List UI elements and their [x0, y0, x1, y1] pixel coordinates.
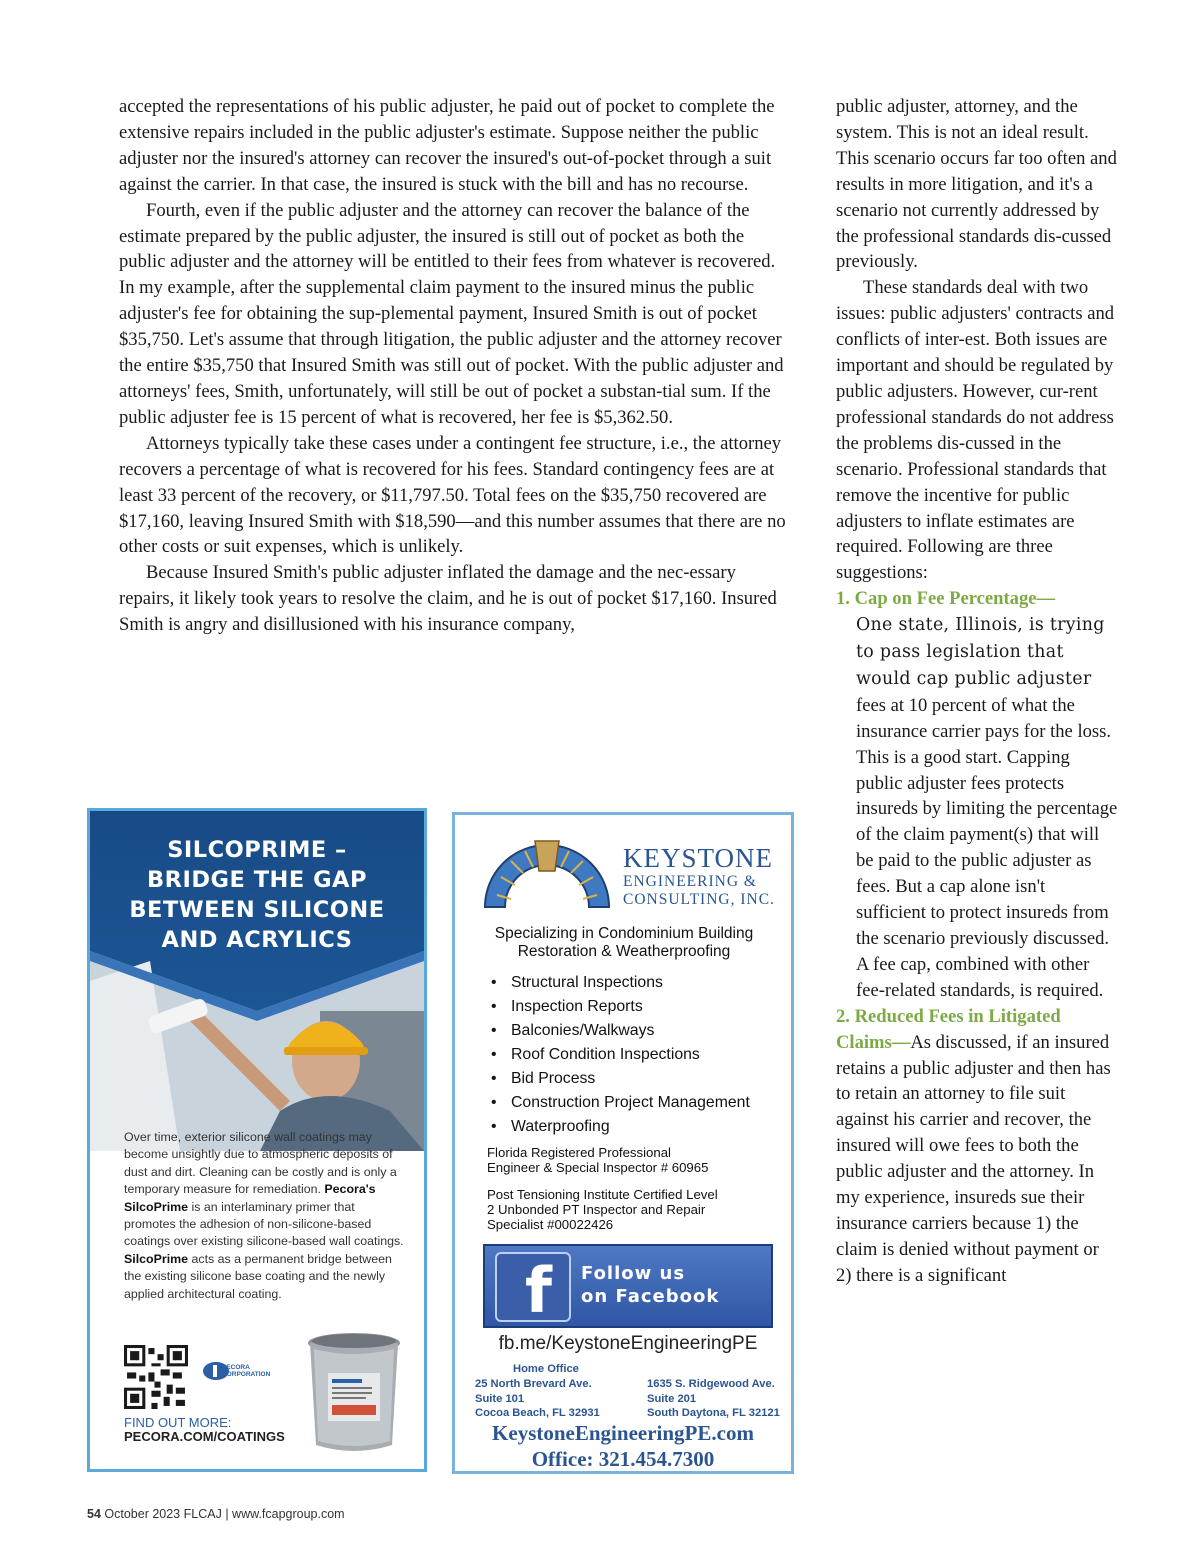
specialization-heading	[463, 925, 785, 961]
services-list	[489, 971, 750, 1139]
facebook-follow-line: Follow us	[581, 1263, 686, 1284]
ad-headline-line: BETWEEN SILICONE	[129, 897, 385, 923]
address-line: Cocoa Beach, FL 32931	[475, 1407, 600, 1419]
product-name: SilcoPrime	[124, 1251, 189, 1266]
article-main-column	[119, 94, 787, 638]
side-paragraph: These standards deal with two issues: public adjusters' contracts and conflicts of inter-est. Both issues are important and should be regulated by public adjusters. However, cur-rent professional standards do not address the problems dis-cussed in the scenario. Professional standards that remove the incentive for public adjusters to inflate estimates are required. Following are three suggestions:	[836, 277, 1115, 584]
facebook-follow-text	[581, 1262, 719, 1308]
address-line: 1635 S. Ridgewood Ave.	[647, 1378, 775, 1390]
suggestion-heading: 2. Reduced Fees in Litigated Claims—	[836, 1005, 1061, 1053]
issue-date: October 2023	[104, 1507, 181, 1521]
address-cocoa-beach	[475, 1377, 600, 1421]
publication-name: FLCAJ	[183, 1507, 222, 1521]
facebook-icon	[495, 1252, 571, 1327]
suggestion-body: As discussed, if an insured retains a public adjuster and then has to retain an attorney to file suit against his carrier and recover, the insured will owe fees to both the public adjuster and the attorney. In my experience, insureds sue their insurance carriers because 1) the claim is denied without payment or 2) there is a significant	[836, 1031, 1111, 1286]
article-paragraph: Fourth, even if the public adjuster and the attorney can recover the balance of the estimate prepared by the public adjuster, the insured is still out of pocket as both the public adjuster and the attorney will be entitled to their fees from whatever is recovered. In my example, after the supplemental claim payment to the insured minus the public adjuster's fee for obtaining the sup-plemental payment, Insured Smith is out of pocket $35,750. Let's assume that through litigation, the public adjuster and the attorney recover the entire $35,750 that Insured Smith was still out of pocket. With the public adjuster and attorneys' fees, Smith, unfortunately, will still be out of pocket a substan-tial sum. If the public adjuster fee is 15 percent of what is recovered, her fee is $5,362.50.	[119, 199, 784, 428]
company-subtitle-line: CONSULTING, INC.	[623, 891, 775, 908]
footer-website-link[interactable]: www.fcapgroup.com	[232, 1507, 345, 1521]
keystone-ad[interactable]	[452, 812, 794, 1474]
office-phone[interactable]: Office: 321.454.7300	[531, 1447, 715, 1471]
address-line: 25 North Brevard Ave.	[475, 1378, 592, 1390]
pecora-url-link[interactable]: PECORA.COM/COATINGS	[124, 1429, 285, 1444]
side-paragraph: public adjuster, attorney, and the system. This is not an ideal result. This scenario occurs far too often and results in more litigation, and it's a scenario not currently addressed by the professional standards dis-cussed previously.	[836, 96, 1117, 273]
article-side-column	[836, 94, 1118, 1289]
suggestion-item-2	[836, 1004, 1118, 1289]
suggestion-body-lead: One state, Illinois, is trying to pass legislation that would cap public adjuster	[856, 615, 1105, 689]
service-item: • Waterproofing	[489, 1115, 750, 1139]
suggestion-body-rest: fees at 10 percent of what the insurance carrier pays for the loss. This is a good start. Capping public adjuster fees protects insureds by limiting the percentage of the claim payment(s) that will be paid to the public adjuster as fees. But a cap alone isn't sufficient to protect insureds from the scenario previously discussed. A fee cap, combined with other fee-related standards, is required.	[856, 694, 1118, 1001]
service-item: • Inspection Reports	[489, 995, 750, 1019]
company-subtitle	[623, 873, 775, 909]
engineer-certification	[487, 1145, 708, 1175]
silcoprime-ad[interactable]	[87, 808, 427, 1472]
service-item: • Construction Project Management	[489, 1091, 750, 1115]
footer-separator: |	[225, 1507, 229, 1521]
certification-line: 2 Unbonded PT Inspector and Repair	[487, 1202, 706, 1217]
suggestion-item-1	[836, 586, 1118, 1004]
pt-certification	[487, 1187, 718, 1232]
certification-line: Florida Registered Professional	[487, 1145, 671, 1160]
suggestion-heading-row	[836, 1004, 1118, 1289]
page-number: 54	[87, 1507, 101, 1521]
article-paragraph: Attorneys typically take these cases under a contingent fee structure, i.e., the attorney recovers a percentage of what is recovered for his fees. Standard contingency fees are at least 33 percent of the recovery, or $11,797.50. Total fees on the $35,750 recovered are $17,160, leaving Insured Smith with $18,590—and this number assumes that there are no other costs or suit expenses, which is unlikely.	[119, 432, 786, 558]
ad-headline-line: AND ACRYLICS	[161, 927, 353, 953]
address-south-daytona	[647, 1377, 780, 1421]
paint-bucket-image	[304, 1329, 404, 1457]
keystone-website-link[interactable]: KeystoneEngineeringPE.com	[492, 1421, 754, 1445]
logo-line: CORPORATION	[222, 1371, 271, 1378]
ad-description-text: is an interlaminary primer that promotes the adhesion of non-silicone-based coatings over existing silicone-based wall coatings.	[124, 1199, 404, 1249]
company-name: KEYSTONE	[623, 843, 774, 873]
home-office-label: Home Office	[513, 1363, 579, 1375]
specialization-line: Specializing in Condominium Building	[494, 925, 754, 942]
company-subtitle-line: ENGINEERING &	[623, 873, 757, 890]
ad-description-text: Over time, exterior silicone wall coatings may become unsightly due to atmospheric deposits of dust and dirt. Cleaning can be costly and is only a temporary measure for remediation.	[124, 1130, 397, 1197]
article-paragraph: accepted the representations of his public adjuster, he paid out of pocket to complete the extensive repairs included in the public adjuster's estimate. Suppose neither the public adjuster nor the insured's attorney can recover the insured's out-of-pocket through a suit against the carrier. In that case, the insured is stuck with the bill and has no recourse.	[119, 96, 775, 195]
certification-line: Engineer & Special Inspector # 60965	[487, 1160, 709, 1175]
certification-line: Post Tensioning Institute Certified Level	[487, 1187, 718, 1202]
keystone-arch-logo-icon	[477, 821, 617, 911]
ad-description	[124, 1129, 404, 1303]
pecora-logo-text	[222, 1364, 270, 1378]
address-line: Suite 101	[475, 1392, 525, 1405]
suggestion-heading: 1. Cap on Fee Percentage—	[836, 588, 1056, 610]
page-footer	[87, 1507, 345, 1521]
certification-line: Specialist #00022426	[487, 1217, 614, 1232]
facebook-follow-button[interactable]	[483, 1244, 773, 1328]
product-name: Pecora's SilcoPrime	[124, 1182, 376, 1214]
article-paragraph: Because Insured Smith's public adjuster inflated the damage and the nec-essary repairs, it likely took years to resolve the claim, and he is out of pocket $17,160. Insured Smith is angry and disillusioned with his insurance company,	[119, 562, 777, 636]
facebook-url-link[interactable]: fb.me/KeystoneEngineeringPE	[498, 1333, 758, 1354]
ad-headline-line: BRIDGE THE GAP	[147, 867, 367, 893]
service-item: • Bid Process	[489, 1067, 750, 1091]
address-line: South Daytona, FL 32121	[647, 1407, 780, 1419]
facebook-letter: f	[525, 1254, 552, 1327]
address-line: Suite 201	[647, 1392, 697, 1405]
service-item: • Structural Inspections	[489, 971, 750, 995]
service-item: • Roof Condition Inspections	[489, 1043, 750, 1067]
facebook-follow-line: on Facebook	[581, 1286, 720, 1307]
ad-headline-line: SILCOPRIME –	[167, 837, 347, 863]
service-item: • Balconies/Walkways	[489, 1019, 750, 1043]
suggestion-body	[836, 612, 1118, 1004]
qr-code-icon[interactable]	[124, 1345, 188, 1409]
ad-description-text: acts as a permanent bridge between the existing silicone base coating and the newly applied architectural coating.	[124, 1251, 392, 1301]
specialization-line: Restoration & Weatherproofing	[517, 943, 731, 960]
ad-headline	[100, 835, 414, 955]
find-out-more-label: FIND OUT MORE:	[124, 1415, 232, 1430]
logo-line: PECORA	[222, 1364, 250, 1371]
